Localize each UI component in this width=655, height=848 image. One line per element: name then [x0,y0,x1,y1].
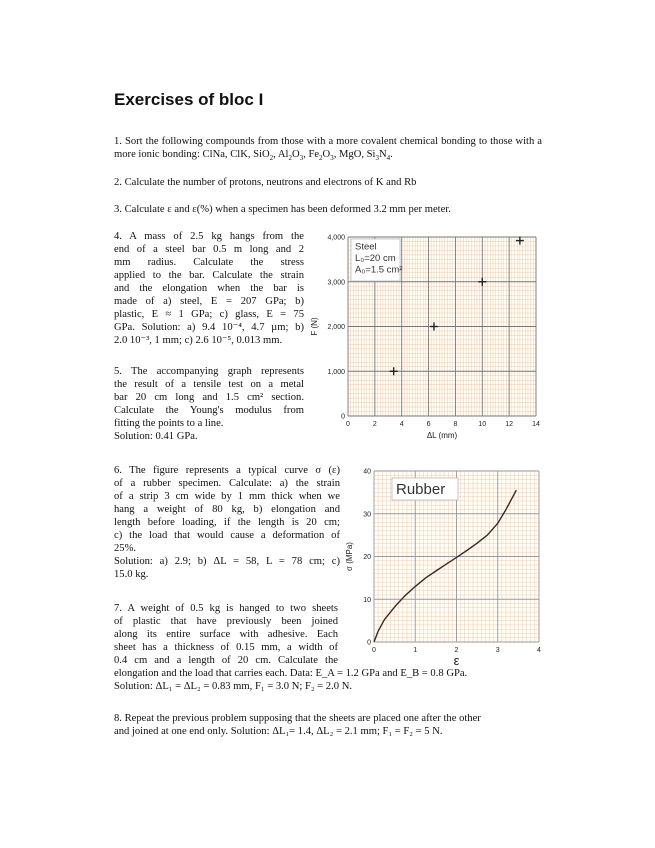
x-tick-label: 0 [346,421,350,428]
y-tick-label: 4,000 [327,234,345,242]
exercise-7-line: 0.4 cm and a length of 20 cm. Calculate the [114,655,338,666]
legend-line: Rubber [396,481,446,498]
exercise-5-line: the result of a tensile test on a metal [114,379,304,390]
exercise-4-line: 2.0 10⁻³, 1 mm; c) 2.6 10⁻⁵, 0.013 mm. [114,335,283,346]
exercise-4-line: made of a) steel, E = 207 GPa; b) [114,296,304,307]
exercise-6-line: Solution: a) 2.9; b) ΔL = 58, L = 78 cm; c) [114,556,340,567]
x-tick-label: 1 [413,647,418,654]
x-tick-label: 3 [495,647,500,654]
exercise-4-line: GPa. Solution: a) 9.4 10⁻⁴, 4.7 µm; b) [114,322,304,333]
exercise-6-line: c) the load that would cause a deformation of [114,530,340,541]
exercise-5-line: fitting the points to a line. [114,418,224,429]
exercise-7-line: along its entire surface with adhesive. Each [114,629,338,640]
legend [392,478,458,500]
y-tick-label: 30 [363,511,371,519]
y-axis-label: F (N) [310,317,319,336]
exercise-8-line: 8. Repeat the previous problem supposing that the sheets are placed one after the other [114,713,481,724]
x-tick-label: 4 [537,647,541,654]
y-axis-label: σ (MPa) [345,542,354,571]
x-tick-label: 6 [426,421,431,428]
exercise-6-line: length before loading, if the length is 20 cm; [114,517,340,528]
y-tick-label: 40 [363,468,371,476]
x-tick-label: 2 [372,421,377,428]
exercise-1: 1. Sort the following compounds from those with a more covalent chemical bonding to those with a more ionic bonding: ClNa, ClK, SiO$_2$, $Al_2O_3$, $Fe_2O_3$, MgO, $Si_3N_4$. [114,136,542,162]
exercise-7-line: of plastic that have previously been joined [114,616,338,627]
exercise-6-line: of a rubber specimen. Calculate: a) the strain [114,478,340,489]
exercise-8-line: and joined at one end only. Solution: ΔL₁= 1.4, ΔL₂ = 2.1 mm; F₁ = F₂ = 5 N. [114,726,443,737]
exercise-3: 3. Calculate ε and ε(%) when a specimen has been deformed 3.2 mm per meter. [114,204,451,215]
exercise-5-line: 5. The accompanying graph represents [114,366,304,377]
legend-line: Steel [355,241,377,253]
exercise-5-line: Calculate the Young's modulus from [114,405,304,416]
legend [351,239,403,281]
exercise-6-line: 6. The figure represents a typical curve σ (ε) [114,465,340,476]
exercise-6-line: 25%. [114,543,137,554]
x-tick-label: 8 [453,421,458,428]
legend-line: L₀=20 cm [355,253,396,264]
x-tick-label: 10 [478,421,487,428]
y-tick-label: 0 [367,639,371,647]
exercise-6-line: hang a weight of 80 kg, b) elongation and [114,504,340,515]
legend-line: A₀=1.5 cm² [355,264,403,276]
exercise-4-line: applied to the bar. Calculate the strain [114,270,304,281]
exercise-7-line: Solution: ΔL₁ = ΔL₂ = 0.83 mm, F₁ = 3.0 N; F₂ = 2.0 N. [114,681,352,692]
y-tick-label: 0 [341,413,345,421]
x-axis-label: ΔL (mm) [426,431,458,440]
y-tick-label: 20 [363,554,371,561]
exercise-2: 2. Calculate the number of protons, neutrons and electrons of K and Rb [114,177,417,188]
exercise-7-line: 7. A weight of 0.5 kg is hanged to two sheets [114,603,338,614]
exercise-4-line: mm radius. Calculate the stress [114,257,304,268]
x-axis-label: ε [453,653,460,668]
x-tick-label: 12 [505,421,514,428]
exercise-4-line: 4. A mass of 2.5 kg hangs from the [114,231,304,242]
page-title: Exercises of bloc I [114,90,264,109]
y-tick-label: 1,000 [327,368,345,376]
steel-tensile-chart [308,228,544,450]
y-tick-label: 2,000 [327,324,345,331]
exercise-4-line: plastic, E ≈ 1 GPa; c) glass, E = 75 [114,309,304,320]
exercise-7-line: elongation and the load that carries each. Data: E_A = 1.2 GPa and E_B = 0.8 GPa. [114,668,468,679]
exercise-5-line: bar 20 cm long and 1.5 cm² section. [114,392,304,403]
y-tick-label: 10 [363,596,371,604]
x-tick-label: 2 [454,647,459,654]
x-tick-label: 0 [372,647,376,654]
exercise-6-line: of a strip 3 cm wide by 1 mm thick when we [114,491,340,502]
exercise-5-line: Solution: 0.41 GPa. [114,431,198,442]
x-tick-label: 14 [532,421,540,428]
exercise-4-line: end of a steel bar 0.5 m long and 2 [114,244,304,255]
x-tick-label: 4 [399,421,404,428]
rubber-stress-strain-chart [340,466,546,674]
y-tick-label: 3,000 [327,279,345,287]
exercise-4-line: and the elongation when the bar is [114,283,304,294]
exercise-6-line: 15.0 kg. [114,569,149,580]
exercise-7-line: sheet has a thickness of 0.15 mm, a width of [114,642,338,653]
